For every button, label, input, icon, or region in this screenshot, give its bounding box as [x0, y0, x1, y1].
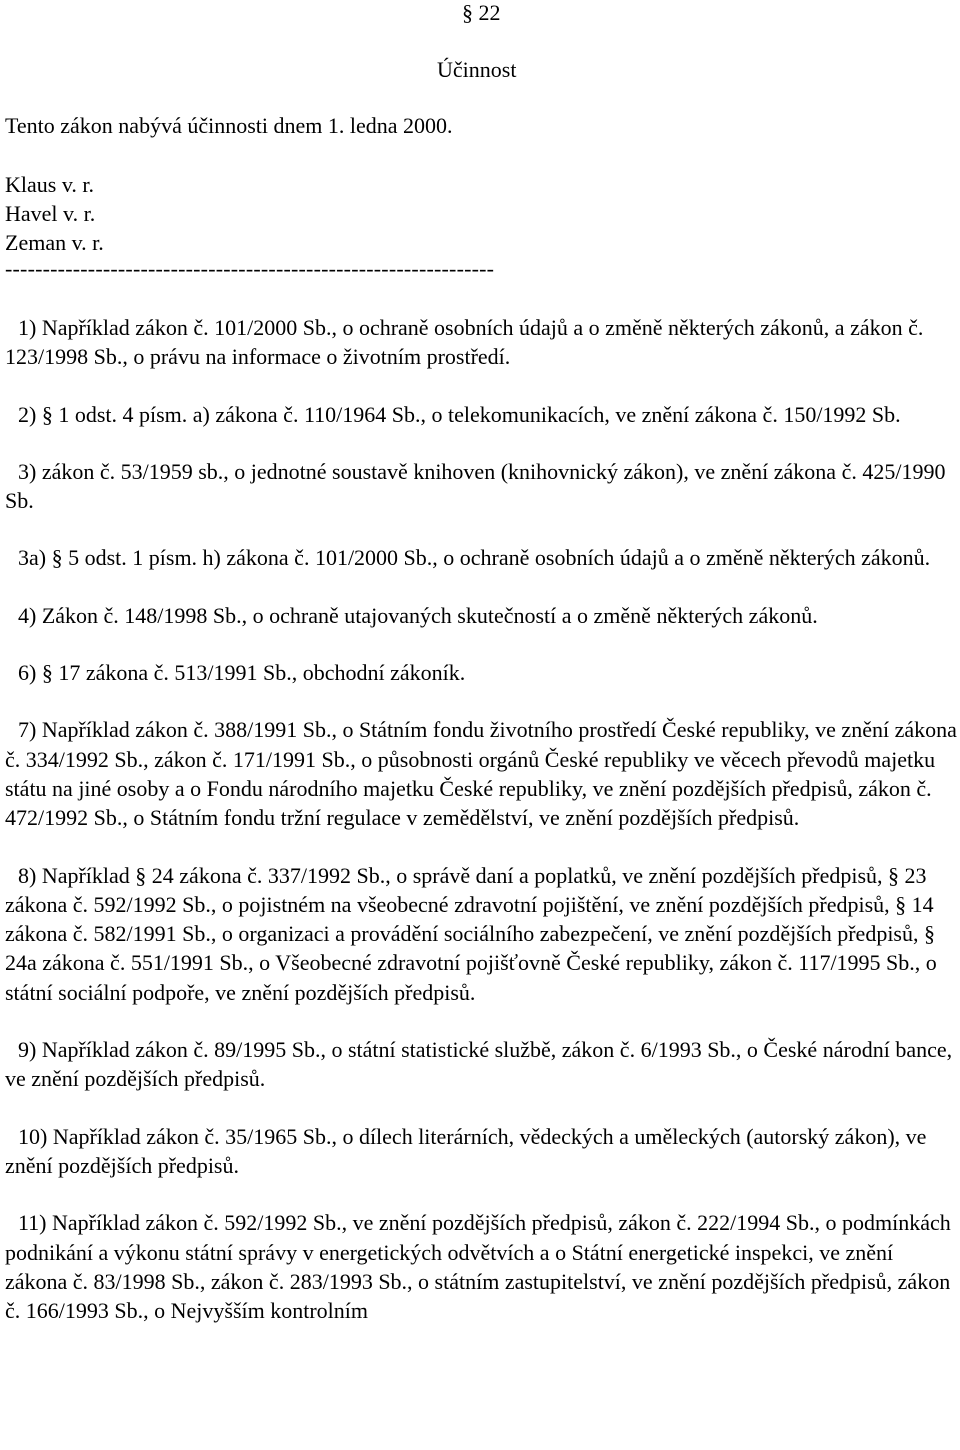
signature-block [5, 170, 104, 257]
footnote-6 [5, 658, 957, 687]
footnote-11 [5, 1208, 957, 1325]
footnote-number: 7) [18, 717, 37, 743]
footnote-text: Například zákon č. 388/1991 Sb., o Státním fondu životního prostředí České republiky, ve znění zákona č. 334/1992 Sb., zákon č. 171/1991 Sb., o působnosti orgánů České republiky ve věcech převodů majetku státu na jiné osoby a o Fondu národního majetku České republiky, ve znění pozdějších předpisů, zákon č. 472/1992 Sb., o Státním fondu tržní regulace v zemědělství, ve znění pozdějších předpisů. [5, 717, 957, 831]
footnote-text: Zákon č. 148/1998 Sb., o ochraně utajovaných skutečností a o změně některých zákonů. [41, 602, 818, 628]
footnote-text: Například § 24 zákona č. 337/1992 Sb., o správě daní a poplatků, ve znění pozdějších předpisů, § 23 zákona č. 592/1992 Sb., o pojistném na všeobecné zdravotní pojištění, ve znění pozdějších předpisů, § 14 zákona č. 582/1991 Sb., o organizaci a provádění sociálního zabezpečení, ve znění pozdějších předpisů, § 24a zákona č. 551/1991 Sb., o Všeobecné zdravotní pojišťovně České republiky, zákon č. 117/1995 Sb., o státní sociální podpoře, ve znění pozdějších předpisů. [5, 862, 937, 1005]
footnote-9 [5, 1035, 957, 1094]
footnote-number: 10) [18, 1123, 48, 1149]
footnote-number: 3) [18, 458, 37, 484]
section-title: Účinnost [437, 57, 517, 82]
signature-zeman: Zeman v. r. [5, 230, 104, 255]
footnote-separator: ----------------------------------------------------------------- [5, 256, 495, 281]
footnote-number: 3a) [18, 545, 47, 571]
footnote-number: 8) [18, 862, 37, 888]
footnote-number: 1) [18, 315, 37, 340]
footnote-number: 4) [18, 602, 37, 628]
footnote-number: 11) [18, 1210, 47, 1236]
footnote-10 [5, 1122, 957, 1181]
footnote-number: 9) [18, 1037, 37, 1063]
footnote-text: Například zákon č. 592/1992 Sb., ve znění pozdějších předpisů, zákon č. 222/1994 Sb., o podmínkách podnikání a výkonu státní správy v energetických odvětvích a o Státní energetické inspekci, ve znění zákona č. 83/1998 Sb., zákon č. 283/1993 Sb., o státním zastupitelství, ve znění pozdějších předpisů, zákon č. 166/1993 Sb., o Nejvyšším kontrolním [5, 1210, 951, 1324]
footnote-text: Například zákon č. 35/1965 Sb., o dílech literárních, vědeckých a uměleckých (autorský zákon), ve znění pozdějších předpisů. [5, 1123, 927, 1178]
footnote-text: Například zákon č. 101/2000 Sb., o ochraně osobních údajů a o změně některých zákonů, a zákon č. 123/1998 Sb., o právu na informace o životním prostředí. [5, 315, 924, 370]
footnote-3a [5, 543, 957, 572]
footnote-number: 6) [18, 660, 37, 686]
footnote-3 [5, 457, 957, 516]
footnote-1 [5, 313, 957, 372]
signature-havel: Havel v. r. [5, 201, 96, 226]
footnote-text: § 17 zákona č. 513/1991 Sb., obchodní zákoník. [41, 660, 466, 686]
footnote-text: zákon č. 53/1959 sb., o jednotné soustavě knihoven (knihovnický zákon), ve znění zákona č. 425/1990 Sb. [5, 458, 946, 514]
footnote-2 [5, 400, 957, 429]
footnote-number: 2) [18, 401, 37, 427]
footnote-text: § 5 odst. 1 písm. h) zákona č. 101/2000 Sb., o ochraně osobních údajů a o změně některých zákonů. [51, 545, 931, 571]
footnotes-list [5, 313, 957, 1353]
footnote-text: § 1 odst. 4 písm. a) zákona č. 110/1964 Sb., o telekomunikacích, ve znění zákona č. 150/1992 Sb. [41, 401, 901, 427]
footnote-8 [5, 861, 957, 1007]
footnote-7 [5, 715, 957, 832]
section-number: § 22 [462, 0, 501, 25]
effective-date-text: Tento zákon nabývá účinnosti dnem 1. ledna 2000. [5, 113, 453, 138]
footnote-4 [5, 601, 957, 630]
signature-klaus: Klaus v. r. [5, 172, 95, 197]
footnote-text: Například zákon č. 89/1995 Sb., o státní statistické službě, zákon č. 6/1993 Sb., o České národní bance, ve znění pozdějších předpisů. [5, 1037, 953, 1092]
